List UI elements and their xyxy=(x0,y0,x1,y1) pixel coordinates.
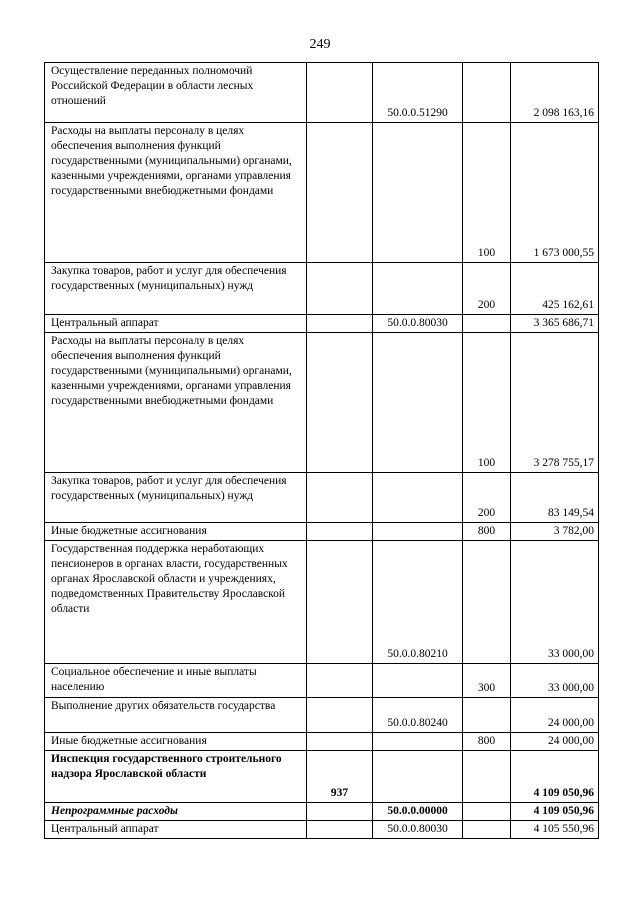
table-row xyxy=(45,664,599,698)
row-target-code: 50.0.0.51290 xyxy=(373,63,463,123)
row-dept-code xyxy=(307,315,373,333)
row-expense-type: 800 xyxy=(463,523,511,541)
row-expense-type: 300 xyxy=(463,664,511,698)
table-row xyxy=(45,751,599,803)
row-amount: 425 162,61 xyxy=(511,263,599,315)
row-dept-code xyxy=(307,803,373,821)
row-target-code xyxy=(373,263,463,315)
row-expense-type: 100 xyxy=(463,333,511,473)
row-target-code xyxy=(373,123,463,263)
row-name: Социальное обеспечение и иные выплаты населению xyxy=(45,664,307,698)
row-target-code xyxy=(373,733,463,751)
row-target-code xyxy=(373,751,463,803)
row-amount: 1 673 000,55 xyxy=(511,123,599,263)
row-dept-code xyxy=(307,664,373,698)
row-name: Государственная поддержка неработающих пенсионеров в органах власти, государственных органах Ярославской области и учреждениях, подведомственных Правительству Ярославской области xyxy=(45,541,307,664)
table-row xyxy=(45,333,599,473)
row-dept-code xyxy=(307,263,373,315)
row-target-code: 50.0.0.80210 xyxy=(373,541,463,664)
row-amount: 2 098 163,16 xyxy=(511,63,599,123)
row-name: Расходы на выплаты персоналу в целях обеспечения выполнения функций государственными (муниципальными) органами, казенными учреждениями, органами управления государственными внебюджетными фондами xyxy=(45,333,307,473)
row-expense-type xyxy=(463,751,511,803)
row-amount: 3 278 755,17 xyxy=(511,333,599,473)
table-row xyxy=(45,541,599,664)
row-amount: 33 000,00 xyxy=(511,541,599,664)
row-dept-code xyxy=(307,541,373,664)
row-dept-code xyxy=(307,821,373,839)
table-row xyxy=(45,123,599,263)
budget-table xyxy=(44,62,599,839)
row-name: Инспекция государственного строительного надзора Ярославской области xyxy=(45,751,307,803)
row-amount: 24 000,00 xyxy=(511,698,599,733)
row-expense-type: 800 xyxy=(463,733,511,751)
row-target-code: 50.0.0.80240 xyxy=(373,698,463,733)
row-expense-type xyxy=(463,821,511,839)
row-dept-code xyxy=(307,63,373,123)
table-row xyxy=(45,263,599,315)
row-dept-code xyxy=(307,473,373,523)
table-row xyxy=(45,821,599,839)
table-row xyxy=(45,698,599,733)
row-amount: 3 782,00 xyxy=(511,523,599,541)
row-dept-code xyxy=(307,333,373,473)
row-dept-code xyxy=(307,123,373,263)
row-expense-type xyxy=(463,315,511,333)
row-name: Центральный аппарат xyxy=(45,821,307,839)
row-target-code xyxy=(373,523,463,541)
row-name: Выполнение других обязательств государства xyxy=(45,698,307,733)
row-name: Иные бюджетные ассигнования xyxy=(45,523,307,541)
row-amount: 4 105 550,96 xyxy=(511,821,599,839)
row-amount: 4 109 050,96 xyxy=(511,751,599,803)
row-amount: 4 109 050,96 xyxy=(511,803,599,821)
row-dept-code xyxy=(307,698,373,733)
table-row xyxy=(45,803,599,821)
row-expense-type: 200 xyxy=(463,263,511,315)
row-name: Иные бюджетные ассигнования xyxy=(45,733,307,751)
row-expense-type xyxy=(463,63,511,123)
row-name: Закупка товаров, работ и услуг для обеспечения государственных (муниципальных) нужд xyxy=(45,473,307,523)
table-row xyxy=(45,733,599,751)
row-expense-type xyxy=(463,698,511,733)
table-row xyxy=(45,473,599,523)
row-expense-type xyxy=(463,803,511,821)
row-target-code: 50.0.0.80030 xyxy=(373,821,463,839)
row-expense-type: 100 xyxy=(463,123,511,263)
row-name: Центральный аппарат xyxy=(45,315,307,333)
row-target-code: 50.0.0.80030 xyxy=(373,315,463,333)
row-amount: 24 000,00 xyxy=(511,733,599,751)
row-dept-code xyxy=(307,733,373,751)
row-amount: 3 365 686,71 xyxy=(511,315,599,333)
table-row xyxy=(45,63,599,123)
row-target-code xyxy=(373,333,463,473)
row-expense-type xyxy=(463,541,511,664)
row-amount: 33 000,00 xyxy=(511,664,599,698)
row-name: Закупка товаров, работ и услуг для обеспечения государственных (муниципальных) нужд xyxy=(45,263,307,315)
row-target-code: 50.0.0.00000 xyxy=(373,803,463,821)
row-name: Непрограммные расходы xyxy=(45,803,307,821)
row-target-code xyxy=(373,664,463,698)
page-number: 249 xyxy=(309,37,331,52)
row-dept-code xyxy=(307,523,373,541)
row-dept-code: 937 xyxy=(307,751,373,803)
row-name: Осуществление переданных полномочий Российской Федерации в области лесных отношений xyxy=(45,63,307,123)
row-amount: 83 149,54 xyxy=(511,473,599,523)
table-row xyxy=(45,523,599,541)
row-name: Расходы на выплаты персоналу в целях обеспечения выполнения функций государственными (муниципальными) органами, казенными учреждениями, органами управления государственными внебюджетными фондами xyxy=(45,123,307,263)
table-row xyxy=(45,315,599,333)
row-target-code xyxy=(373,473,463,523)
row-expense-type: 200 xyxy=(463,473,511,523)
